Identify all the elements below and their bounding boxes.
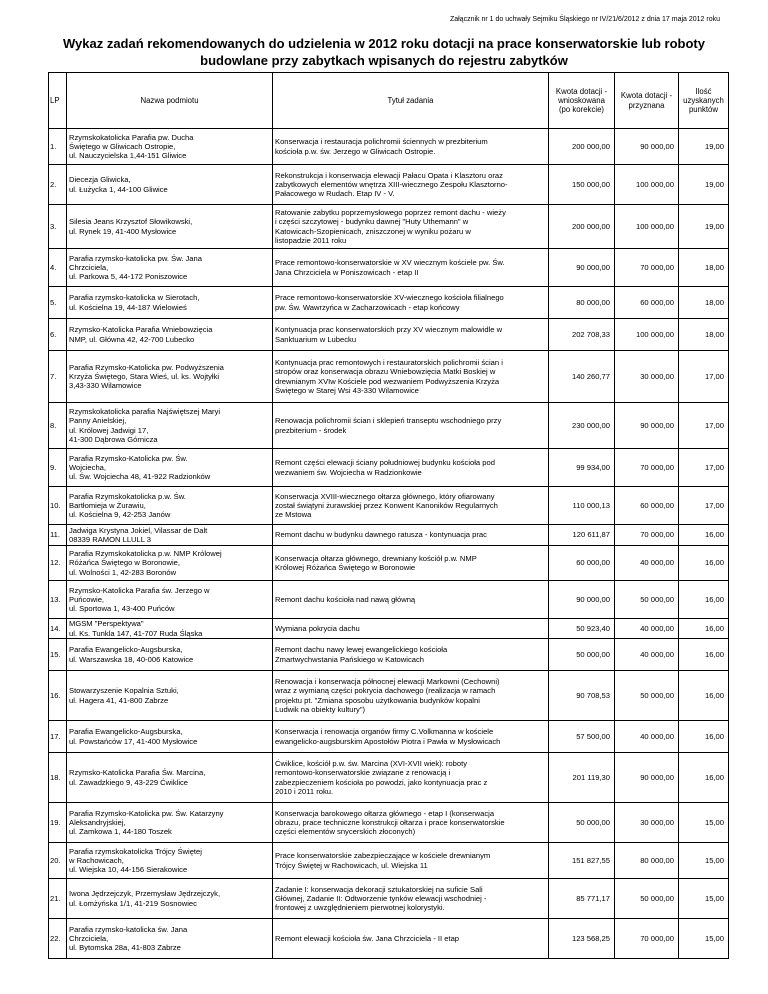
header-name: Nazwa podmiotu [67, 73, 273, 129]
row-number: 5. [49, 287, 67, 319]
applicant-name: MGSM "Perspektywa" ul. Ks. Tunkla 147, 41-707 Ruda Śląska [67, 619, 273, 639]
task-title: Ćwiklice, kościół p.w. św. Marcina (XVI-XVII wiek): roboty remontowo-konserwatorskie związane z renowacją i zabezpieczeniem kościoła po powodzi, jako kontynuacja prac z 2010 i 2011 roku. [273, 753, 549, 803]
points-score: 19,00 [679, 205, 729, 249]
requested-amount: 120 611,87 [549, 525, 615, 546]
requested-amount: 99 934,00 [549, 449, 615, 487]
row-number: 16. [49, 671, 67, 721]
table-row [49, 879, 729, 919]
table-row [49, 843, 729, 879]
row-number: 7. [49, 351, 67, 403]
granted-amount: 30 000,00 [615, 351, 679, 403]
applicant-name: Silesia Jeans Krzysztof Słowikowski, ul. Rynek 19, 41-400 Mysłowice [67, 205, 273, 249]
row-number: 15. [49, 639, 67, 671]
table-row [49, 449, 729, 487]
applicant-name: Parafia rzymsko-katolicka w Sierotach, ul. Kościelna 19, 44-187 Wielowieś [67, 287, 273, 319]
granted-amount: 100 000,00 [615, 319, 679, 351]
task-title: Remont dachu nawy lewej ewangelickiego kościoła Zmartwychwstania Pańskiego w Katowicach [273, 639, 549, 671]
points-score: 16,00 [679, 721, 729, 753]
applicant-name: Parafia Ewangelicko-Augsburska, ul. Powstańców 17, 41-400 Mysłowice [67, 721, 273, 753]
row-number: 17. [49, 721, 67, 753]
requested-amount: 200 000,00 [549, 129, 615, 165]
granted-amount: 40 000,00 [615, 619, 679, 639]
row-number: 1. [49, 129, 67, 165]
table-row [49, 619, 729, 639]
applicant-name: Jadwiga Krystyna Jokiel, Vilassar de Dalt 08339 RAMON LLULL 3 [67, 525, 273, 546]
task-title: Renowacja polichromii ścian i sklepień transeptu wschodniego przy prezbiterium - środek [273, 403, 549, 449]
points-score: 15,00 [679, 919, 729, 959]
points-score: 15,00 [679, 879, 729, 919]
granted-amount: 70 000,00 [615, 249, 679, 287]
row-number: 6. [49, 319, 67, 351]
row-number: 21. [49, 879, 67, 919]
applicant-name: Parafia Ewangelicko-Augsburska, ul. Warszawska 18, 40-006 Katowice [67, 639, 273, 671]
row-number: 4. [49, 249, 67, 287]
table-body [49, 129, 729, 959]
points-score: 19,00 [679, 129, 729, 165]
task-title: Ratowanie zabytku poprzemysłowego poprzez remont dachu - wieży i części szczytowej - budynku dawnej "Huty Uthemann" w Katowicach-Szopienicach, zniszczonej w wyniku pożaru w listopadzie 2011 roku [273, 205, 549, 249]
applicant-name: Rzymsko-Katolicka Parafia św. Jerzego w Puńcowie, ul. Sportowa 1, 43-400 Puńców [67, 581, 273, 619]
row-number: 18. [49, 753, 67, 803]
granted-amount: 90 000,00 [615, 129, 679, 165]
task-title: Prace remontowo-konserwatorskie XV-wiecznego kościoła filialnego pw. Św. Wawrzyńca w Zacharzowicach - etap końcowy [273, 287, 549, 319]
points-score: 18,00 [679, 287, 729, 319]
applicant-name: Parafia Rzymskokatolicka p.w. NMP Królowej Różańca Świętego w Boronowie, ul. Wolności 1, 42-283 Boronów [67, 546, 273, 581]
table-row [49, 487, 729, 525]
granted-amount: 40 000,00 [615, 546, 679, 581]
task-title: Prace konserwatorskie zabezpieczające w kościele drewnianym Trójcy Świętej w Rachowicach, ul. Wiejska 11 [273, 843, 549, 879]
granted-amount: 40 000,00 [615, 721, 679, 753]
requested-amount: 150 000,00 [549, 165, 615, 205]
task-title: Kontynuacja prac remontowych i restauratorskich polichromii ścian i stropów oraz konserwacja obrazu Wniebowzięcia Matki Boskiej w drewnianym XVIw Kościele pod wezwaniem Podwyższenia Krzyża Świętego w Starej Wsi 43-330 Wilamowice [273, 351, 549, 403]
requested-amount: 50 000,00 [549, 803, 615, 843]
points-score: 15,00 [679, 803, 729, 843]
points-score: 18,00 [679, 249, 729, 287]
granted-amount: 100 000,00 [615, 205, 679, 249]
applicant-name: Rzymskokatolicka parafia Najświętszej Maryi Panny Anielskiej, ul. Królowej Jadwigi 17, 41-300 Dąbrowa Górnicza [67, 403, 273, 449]
row-number: 12. [49, 546, 67, 581]
row-number: 19. [49, 803, 67, 843]
applicant-name: Iwona Jędrzejczyk, Przemysław Jędrzejczyk, ul. Łomżyńska 1/1, 41-219 Sosnowiec [67, 879, 273, 919]
table-row [49, 753, 729, 803]
row-number: 3. [49, 205, 67, 249]
table-row [49, 205, 729, 249]
table-row [49, 287, 729, 319]
granted-amount: 100 000,00 [615, 165, 679, 205]
row-number: 8. [49, 403, 67, 449]
header-points: Ilość uzyskanych punktów [679, 73, 729, 129]
row-number: 22. [49, 919, 67, 959]
applicant-name: Rzymsko-Katolicka Parafia Św. Marcina, ul. Zawadzkiego 9, 43-229 Ćwiklice [67, 753, 273, 803]
applicant-name: Parafia Rzymsko-Katolicka pw. Św. Wojciecha, ul. Św. Wojciecha 48, 41-922 Radzionków [67, 449, 273, 487]
applicant-name: Parafia rzymsko-katolicka pw. Św. Jana Chrzciciela, ul. Parkowa 5, 44-172 Poniszowice [67, 249, 273, 287]
requested-amount: 110 000,13 [549, 487, 615, 525]
points-score: 16,00 [679, 546, 729, 581]
table-row [49, 351, 729, 403]
points-score: 15,00 [679, 843, 729, 879]
applicant-name: Parafia rzymskokatolicka Trójcy Świętej w Rachowicach, ul. Wiejska 10, 44-156 Sierakowice [67, 843, 273, 879]
requested-amount: 200 000,00 [549, 205, 615, 249]
points-score: 16,00 [679, 671, 729, 721]
points-score: 16,00 [679, 581, 729, 619]
requested-amount: 201 119,30 [549, 753, 615, 803]
requested-amount: 90 000,00 [549, 249, 615, 287]
requested-amount: 80 000,00 [549, 287, 615, 319]
row-number: 20. [49, 843, 67, 879]
table-row [49, 319, 729, 351]
table-row [49, 403, 729, 449]
applicant-name: Parafia rzymsko-katolicka św. Jana Chrzciciela, ul. Bytomska 28a, 41-803 Zabrze [67, 919, 273, 959]
table-row [49, 671, 729, 721]
row-number: 13. [49, 581, 67, 619]
table-row [49, 803, 729, 843]
table-row [49, 546, 729, 581]
task-title: Remont części elewacji ściany południowej budynku kościoła pod wezwaniem św. Wojciecha w Radzionkowie [273, 449, 549, 487]
points-score: 16,00 [679, 753, 729, 803]
task-title: Konserwacja XVIII-wiecznego ołtarza głównego, który ofiarowany został świątyni żurawskiej przez Konwent Kanoników Regularnych ze Mstowa [273, 487, 549, 525]
applicant-name: Parafia Rzymskokatolicka p.w. Św. Bartłomieja w Żurawiu, ul. Kościelna 9, 42-253 Janów [67, 487, 273, 525]
points-score: 17,00 [679, 487, 729, 525]
granted-amount: 30 000,00 [615, 803, 679, 843]
tasks-table [48, 72, 729, 959]
requested-amount: 230 000,00 [549, 403, 615, 449]
task-title: Remont dachu kościoła nad nawą główną [273, 581, 549, 619]
task-title: Konserwacja i renowacja organów firmy C.Volkmanna w kościele ewangelicko-augsburskim Apostołów Piotra i Pawła w Mysłowicach [273, 721, 549, 753]
points-score: 18,00 [679, 319, 729, 351]
attachment-note: Załącznik nr 1 do uchwały Sejmiku Śląskiego nr IV/21/6/2012 z dnia 17 maja 2012 roku [449, 16, 720, 23]
task-title: Remont elewacji kościoła św. Jana Chrzciciela - II etap [273, 919, 549, 959]
granted-amount: 50 000,00 [615, 581, 679, 619]
points-score: 17,00 [679, 351, 729, 403]
granted-amount: 90 000,00 [615, 403, 679, 449]
document-title: Wykaz zadań rekomendowanych do udzielenia w 2012 roku dotacji na prace konserwatorskie lub roboty budowlane przy zabytkach wpisanych do rejestru zabytków [62, 36, 705, 68]
requested-amount: 202 708,33 [549, 319, 615, 351]
granted-amount: 60 000,00 [615, 287, 679, 319]
table-row [49, 721, 729, 753]
requested-amount: 50 923,40 [549, 619, 615, 639]
task-title: Konserwacja i restauracja polichromii ściennych w prezbiterium kościoła p.w. św. Jerzego w Gliwicach Ostropie. [273, 129, 549, 165]
requested-amount: 57 500,00 [549, 721, 615, 753]
applicant-name: Rzymskokatolicka Parafia pw. Ducha Świętego w Gliwicach Ostropie, ul. Nauczycielska 1,44-151 Gliwice [67, 129, 273, 165]
table-row [49, 919, 729, 959]
task-title: Remont dachu w budynku dawnego ratusza - kontynuacja prac [273, 525, 549, 546]
applicant-name: Rzymsko-Katolicka Parafia Wniebowzięcia NMP, ul. Główna 42, 42-700 Lubecko [67, 319, 273, 351]
granted-amount: 60 000,00 [615, 487, 679, 525]
task-title: Renowacja i konserwacja północnej elewacji Markowni (Cechowni) wraz z wymianą części pokrycia dachowego (realizacja w ramach projektu pt. "Zmiana sposobu użytkowania budynków kopalni Ludwik na obiekty kultury") [273, 671, 549, 721]
row-number: 10. [49, 487, 67, 525]
task-title: Wymiana pokrycia dachu [273, 619, 549, 639]
requested-amount: 140 260,77 [549, 351, 615, 403]
table-row [49, 129, 729, 165]
row-number: 2. [49, 165, 67, 205]
requested-amount: 50 000,00 [549, 639, 615, 671]
task-title: Kontynuacja prac konserwatorskich przy XV wiecznym malowidle w Sanktuarium w Lubecku [273, 319, 549, 351]
applicant-name: Stowarzyszenie Kopalnia Sztuki, ul. Hagera 41, 41-800 Zabrze [67, 671, 273, 721]
task-title: Zadanie I: konserwacja dekoracji sztukatorskiej na suficie Sali Głównej, Zadanie II: Odtworzenie tynków elewacji wschodniej - frontowej z uwzględnieniem pierwotnej kolorystyki. [273, 879, 549, 919]
table-row [49, 639, 729, 671]
granted-amount: 80 000,00 [615, 843, 679, 879]
points-score: 16,00 [679, 639, 729, 671]
task-title: Konserwacja ołtarza głównego, drewniany kościół p.w. NMP Królowej Różańca Świętego w Boronowie [273, 546, 549, 581]
task-title: Prace remontowo-konserwatorskie w XV wiecznym kościele pw. Św. Jana Chrzciciela w Poniszowicach - etap II [273, 249, 549, 287]
granted-amount: 50 000,00 [615, 671, 679, 721]
applicant-name: Diecezja Gliwicka, ul. Łużycka 1, 44-100 Gliwice [67, 165, 273, 205]
granted-amount: 70 000,00 [615, 449, 679, 487]
header-granted: Kwota dotacji - przyznana [615, 73, 679, 129]
points-score: 17,00 [679, 449, 729, 487]
table-row [49, 165, 729, 205]
table-header-row [49, 73, 729, 129]
requested-amount: 151 827,55 [549, 843, 615, 879]
requested-amount: 90 000,00 [549, 581, 615, 619]
table-row [49, 581, 729, 619]
header-requested: Kwota dotacji - wnioskowana (po korekcie) [549, 73, 615, 129]
applicant-name: Parafia Rzymsko-Katolicka pw. Św. Katarzyny Aleksandryjskiej, ul. Zamkowa 1, 44-180 Toszek [67, 803, 273, 843]
row-number: 11. [49, 525, 67, 546]
row-number: 14. [49, 619, 67, 639]
task-title: Rekonstrukcja i konserwacja elewacji Pałacu Opata i Klasztoru oraz zabytkowych elementów wnętrza XIII-wiecznego Zespołu Klasztorno- Pałacowego w Rudach. Etap IV - V. [273, 165, 549, 205]
requested-amount: 90 708,53 [549, 671, 615, 721]
task-title: Konserwacja barokowego ołtarza głównego - etap I (konserwacja obrazu, prace techniczne konstrukcji ołtarza i prace konserwatorskie części elementów snycerskich złoconych) [273, 803, 549, 843]
points-score: 16,00 [679, 525, 729, 546]
granted-amount: 70 000,00 [615, 919, 679, 959]
granted-amount: 50 000,00 [615, 879, 679, 919]
header-lp: LP [49, 73, 67, 129]
table-row [49, 249, 729, 287]
applicant-name: Parafia Rzymsko-Katolicka pw. Podwyższenia Krzyża Świętego, Stara Wieś, ul. ks. Wojtyłki 3,43-330 Wilamowice [67, 351, 273, 403]
requested-amount: 123 568,25 [549, 919, 615, 959]
points-score: 19,00 [679, 165, 729, 205]
requested-amount: 85 771,17 [549, 879, 615, 919]
header-task: Tytuł zadania [273, 73, 549, 129]
requested-amount: 60 000,00 [549, 546, 615, 581]
granted-amount: 90 000,00 [615, 753, 679, 803]
points-score: 16,00 [679, 619, 729, 639]
table-row [49, 525, 729, 546]
row-number: 9. [49, 449, 67, 487]
granted-amount: 70 000,00 [615, 525, 679, 546]
points-score: 17,00 [679, 403, 729, 449]
granted-amount: 40 000,00 [615, 639, 679, 671]
